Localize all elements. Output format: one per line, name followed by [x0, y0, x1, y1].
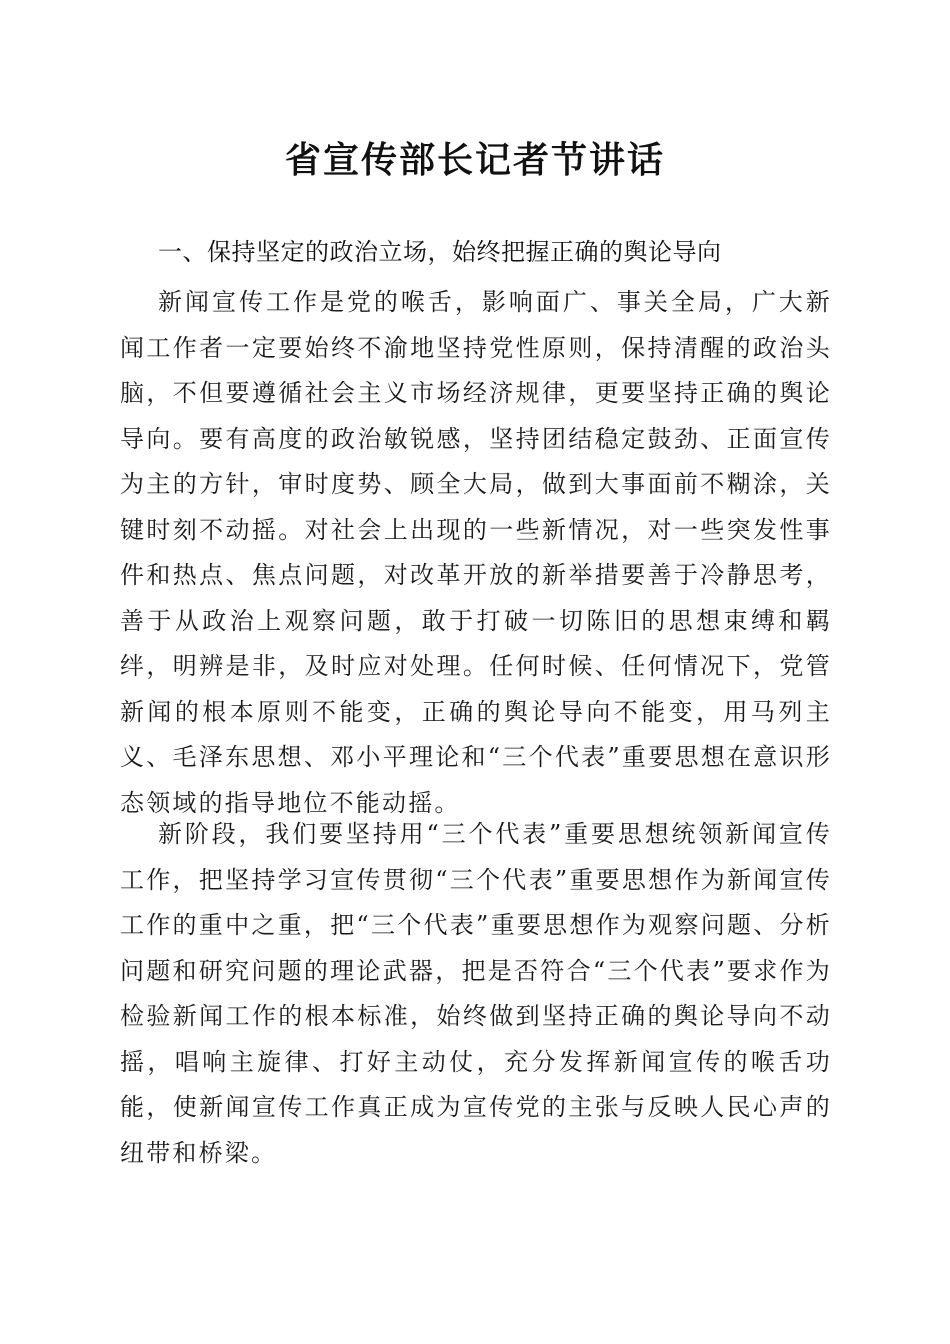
- body-paragraph-1: 新闻宣传工作是党的喉舌，影响面广、事关全局，广大新闻工作者一定要始终不渝地坚持党性原则，保持清醒的政治头脑，不但要遵循社会主义市场经济规律，更要坚持正确的舆论导向。要有高度的政治敏锐感，坚持团结稳定鼓劲、正面宣传为主的方针，审时度势、顾全大局，做到大事面前不糊涂，关键时刻不动摇。对社会上出现的一些新情况，对一些突发性事件和热点、焦点问题，对改革开放的新举措要善于冷静思考，善于从政治上观察问题，敢于打破一切陈旧的思想束缚和羁绊，明辨是非，及时应对处理。任何时候、任何情况下，党管新闻的根本原则不能变，正确的舆论导向不能变，用马列主义、毛泽东思想、邓小平理论和“三个代表”重要思想在意识形态领域的指导地位不能动摇。: [120, 288, 832, 817]
- section-heading: 一、保持坚定的政治立场，始终把握正确的舆论导向: [158, 238, 722, 266]
- body-paragraph-2: 新阶段，我们要坚持用“三个代表”重要思想统领新闻宣传工作，把坚持学习宣传贯彻“三个代表”重要思想作为新闻宣传工作的重中之重，把“三个代表”重要思想作为观察问题、分析问题和研究问题的理论武器，把是否符合“三个代表”要求作为检验新闻工作的根本标准，始终做到坚持正确的舆论导向不动摇，唱响主旋律、打好主动仗，充分发挥新闻宣传的喉舌功能，使新闻宣传工作真正成为宣传党的主张与反映人民心声的纽带和桥梁。: [120, 820, 832, 1167]
- document-title: 省宣传部长记者节讲话: [284, 139, 665, 181]
